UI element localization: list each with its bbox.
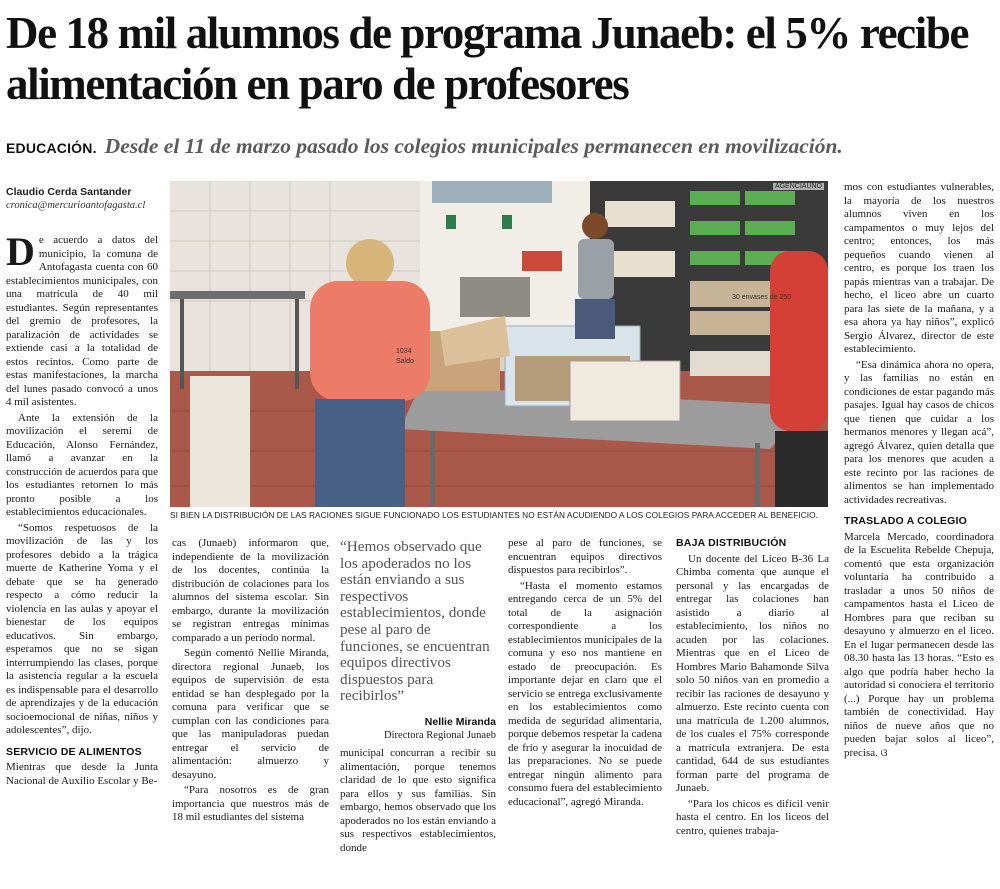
author-email: cronica@mercurioantofagasta.cl <box>6 200 146 211</box>
paragraph: “Hasta el momento estamos entregando cerca de un 5% del total de la asignación correspondiente a los establecimientos municipales de la comuna y eso nos mantiene en estado de preocupación. Es importante dejar en claro que el servicio se entrega exclusivamente en los establecimientos como medida de seguridad alimentaria, porque debemos respetar la cadena de frío y asegurar la inocuidad de las preparaciones. No se puede entregar ningún alimento para consumo fuera del establecimiento educacional”, agregó Miranda. <box>508 579 662 808</box>
paragraph: “Esa dinámica ahora no opera, y las familias no están en condiciones de estar pagando más pasajes. Igual hay casos de chicos que tienen que cuidar a los hermanos menores y llegan acá”, agregó Álvarez, quien detalla que para los menores que acuden a este recinto por las raciones de alimentos se han implementado actividades recreativas. <box>844 358 994 506</box>
headline: De 18 mil alumnos de programa Junaeb: el 5% recibe alimentación en paro de profesores <box>6 8 969 109</box>
box-label: 30 envases de 250 <box>732 294 792 301</box>
pull-quote-role: Directora Regional Junaeb <box>384 729 496 741</box>
column-1 <box>6 229 158 790</box>
kitchen-scene-illustration <box>170 181 828 507</box>
paragraph: mos con estudiantes vulnerables, la mayoría de los nuestros alumnos viven en los campamentos o muy lejos del centro; entonces, los más pequeños cuando vienen al centro, es porque los traen los papás mientras van a trabajar. De hecho, el liceo abre un cuarto para las siete de la mañana, y a esa ahora ya hay niños”, explicó Sergio Álvarez, director de este establecimiento. <box>844 181 994 355</box>
section-heading: BAJA DISTRIBUCIÓN <box>676 537 787 549</box>
paragraph: Ante la extensión de la movilización el seremi de Educación, Alonso Fernández, llamó a avanzar en la construcción de acuerdos para que los estudiantes retornen lo más pronto posible a los establecimientos educacionales. <box>6 411 158 518</box>
news-photo <box>170 181 828 507</box>
column-4 <box>508 537 662 811</box>
paragraph: Según comentó Nellie Miranda, directora regional Junaeb, los equipos de supervisión de esta entidad se han desplegado por la comuna para verificar que se cumplan con las condiciones para que las manipuladoras puedan entregar el servicio de alimentación: almuerzo y desayuno. <box>172 647 329 781</box>
column-5 <box>676 537 829 840</box>
photo-caption: SI BIEN LA DISTRIBUCIÓN DE LAS RACIONES SIGUE FUNCIONADO LOS ESTUDIANTES NO ESTÁN ACUDIENDO A LOS COLEGIOS PARA ACCEDER AL BENEFICIO. <box>170 510 818 520</box>
paragraph <box>6 229 158 410</box>
pull-quote-author: Nellie Miranda <box>424 715 496 728</box>
paragraph: pese al paro de funciones, se encuentran equipos directivos dispuestos para recibirlos”. <box>508 537 662 576</box>
column-2 <box>172 537 329 827</box>
paragraph <box>844 531 994 761</box>
subheadline: Desde el 11 de marzo pasado los colegios municipales permanecen en movilización. <box>104 134 843 158</box>
byline <box>6 186 166 211</box>
section-heading: TRASLADO A COLEGIO <box>844 515 967 527</box>
pull-quote <box>340 539 496 741</box>
box-label: Saldo <box>396 358 414 365</box>
paragraph: “Somos respetuosos de la movilización de las y los profesores debido a la trágica muerte de Katherine Yoma y el debate que se ha generado respecto a cómo reducir la violencia en las aulas y apoyar el bienestar de los equipos educativos. Sin embargo, esperamos que no se sigan interrumpiendo las clases, porque la asistencia regular a la escuela es indispensable para el desarrollo de aprendizajes y de la educación socioemocional de niñas, niños y adolescentes”, dijo. <box>6 521 158 736</box>
paragraph: cas (Junaeb) informaron que, independiente de la movilización de los docentes, continúa la distribución de colaciones para los alumnos del sistema escolar. Sin embargo, durante la movilización se registran entregas mínimas comparado a un período normal. <box>172 537 329 644</box>
paragraph: “Para nosotros es de gran importancia que nuestros más de 18 mil estudiantes del sistema <box>172 784 329 823</box>
pull-quote-text: “Hemos observado que los apoderados no los están enviando a sus respectivos establecimientos, donde pese al paro de funciones, se encuentran equipos directivos dispuestos para recibirlos” <box>340 538 490 705</box>
column-3 <box>340 747 496 857</box>
paragraph: municipal concurran a recibir su alimentación, porque tenemos claridad de lo que esto significa para ellos y sus familias. Sin embargo, hemos observado que los apoderados no los están enviando a sus respectivos establecimientos, donde <box>340 747 496 854</box>
box-label: 1034 <box>396 348 412 355</box>
deck <box>6 134 996 159</box>
author-name: Claudio Cerda Santander <box>6 186 132 198</box>
paragraph: Mientras que desde la Junta Nacional de Auxilio Escolar y Be- <box>6 761 158 787</box>
end-mark-icon: ଓ <box>880 747 888 759</box>
section-heading: SERVICIO DE ALIMENTOS <box>6 745 142 758</box>
paragraph-text: Marcela Mercado, coordinadora de la Escuelita Rebelde Chepuja, comentó que esta organización voluntaria ha contribuido a trasladar a unos 50 niños de campamentos hasta el Liceo de Hombres para que reciban su desayuno y almuerzo en el liceo. En el lugar permanecen desde las 08.30 hasta las 13 horas. “Esto es algo que podría haber hecho la autoridad si conociera el territorio (...) Porque hay un problema también de conectividad. Hay niños de nueve años que no pueden bajar solos al liceo”, precisa. <box>844 530 994 759</box>
column-6 <box>844 181 994 762</box>
section-kicker: EDUCACIÓN. <box>6 140 97 156</box>
photo-credit: AGENCIAUNO <box>774 183 822 190</box>
paragraph: Un docente del Liceo B-36 La Chimba comenta que aunque el personal y las encargadas de entregar las colaciones han asistido a diario al establecimiento, los niños no acuden por las colaciones. Mientras que en el Liceo de Hombres Mario Bahamonde Silva solo 50 niños van en promedio a recibir las raciones de desayuno y almuerzo. Este recinto cuenta con una matrícula de 1.200 alumnos, de los cuales el 75% corresponde a matrícula extranjera. De esta cantidad, 644 de sus estudiantes forman parte del programa de Junaeb. <box>676 552 829 794</box>
drop-cap: D <box>6 229 35 274</box>
paragraph: “Para los chicos es difícil venir hasta el centro. En los liceos del centro, quienes trabaja- <box>676 797 829 837</box>
paragraph-text: e acuerdo a datos del municipio, la comuna de Antofagasta cuenta con 60 establecimientos municipales, con una matrícula de 40 mil estudiantes. Según representantes del gremio de profesores, la paralización de actividades se extiende casi a la totalidad de estos recintos. Como parte de estas manifestaciones, la marcha del lunes pasado convocó a unos 4 mil asistentes. <box>6 234 158 408</box>
